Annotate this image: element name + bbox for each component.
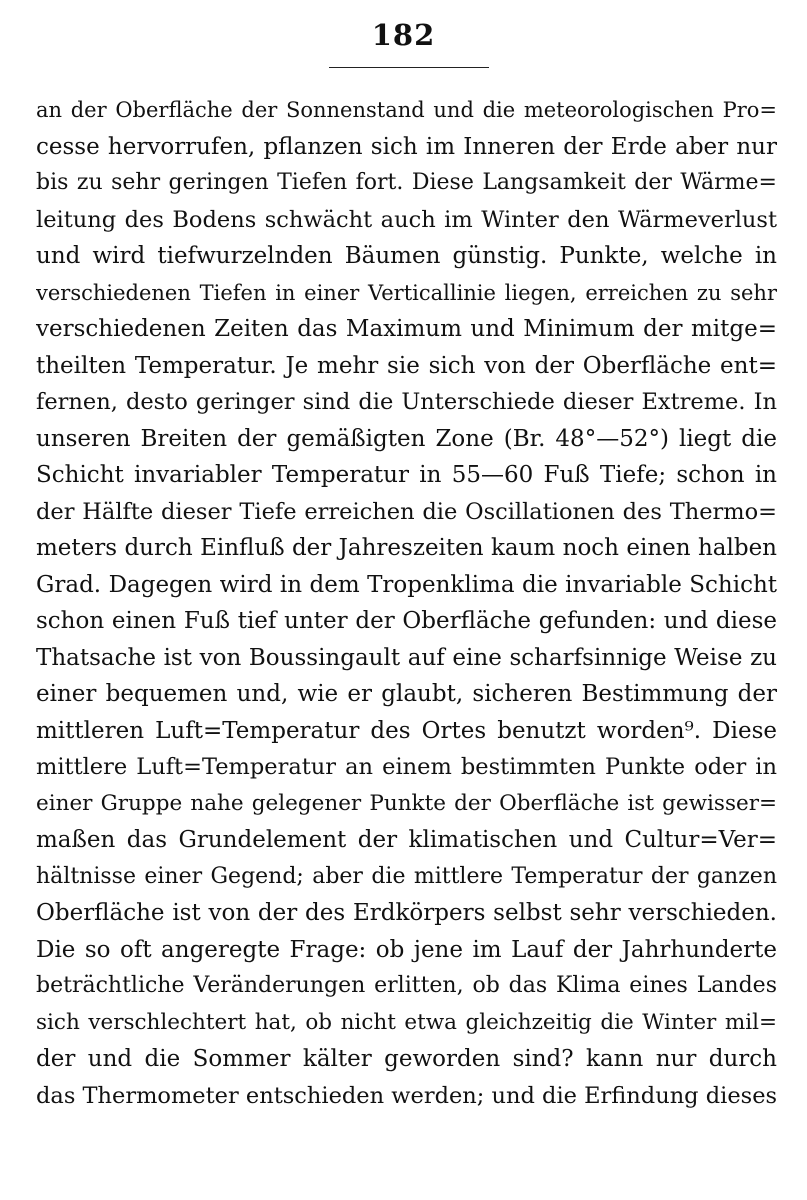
- text-line: Die so oft angeregte Frage: ob jene im Lauf der Jahrhunderte: [36, 936, 777, 963]
- text-line: verschiedenen Zeiten das Maximum und Minimum der mitge=: [36, 316, 777, 342]
- text-line: beträchtliche Veränderungen erlitten, ob das Klima eines Landes: [36, 973, 777, 998]
- text-line: meters durch Einfluß der Jahreszeiten kaum noch einen halben: [36, 535, 777, 561]
- text-line: schon einen Fuß tief unter der Oberfläche gefunden: und diese: [36, 608, 777, 634]
- text-line: maßen das Grundelement der klimatischen und Cultur=Ver=: [36, 827, 777, 853]
- text-line: das Thermometer entschieden werden; und die Erfindung dieses: [36, 1082, 777, 1109]
- text-line: verschiedenen Tiefen in einer Verticallinie liegen, erreichen zu sehr: [36, 280, 777, 305]
- text-line: Schicht invariabler Temperatur in 55—60 Fuß Tiefe; schon in: [36, 462, 777, 488]
- text-line: cesse hervorrufen, pflanzen sich im Inneren der Erde aber nur: [36, 133, 777, 160]
- text-line: bis zu sehr geringen Tiefen fort. Diese Langsamkeit der Wärme=: [36, 170, 777, 195]
- text-line: mittlere Luft=Temperatur an einem bestimmten Punkte oder in: [36, 754, 777, 780]
- text-line: unseren Breiten der gemäßigten Zone (Br. 48°—52°) liegt die: [36, 425, 777, 452]
- text-line: leitung des Bodens schwächt auch im Winter den Wärmeverlust: [36, 206, 777, 233]
- text-line: theilten Temperatur. Je mehr sie sich von der Oberfläche ent=: [36, 352, 777, 379]
- page-number: 182: [371, 18, 436, 52]
- text-line: einer Gruppe nahe gelegener Punkte der Oberfläche ist gewisser=: [36, 790, 777, 816]
- text-line: Oberfläche ist von der des Erdkörpers selbst sehr verschieden.: [36, 900, 777, 926]
- text-line: einer bequemen und, wie er glaubt, sicheren Bestimmung der: [36, 681, 777, 707]
- body-text: [36, 92, 777, 1114]
- text-line: hältnisse einer Gegend; aber die mittlere Temperatur der ganzen: [36, 863, 777, 889]
- text-line: an der Oberfläche der Sonnenstand und die meteorologischen Pro=: [36, 98, 777, 122]
- text-line: sich verschlechtert hat, ob nicht etwa gleichzeitig die Winter mil=: [36, 1009, 777, 1035]
- text-line: fernen, desto geringer sind die Unterschiede dieser Extreme. In: [36, 389, 777, 415]
- text-line: Grad. Dagegen wird in dem Tropenklima die invariable Schicht: [36, 571, 777, 598]
- text-line: der Hälfte dieser Tiefe erreichen die Oscillationen des Thermo=: [36, 498, 777, 525]
- header-rule: [329, 67, 489, 68]
- text-line: der und die Sommer kälter geworden sind? kann nur durch: [36, 1046, 777, 1072]
- text-line: und wird tiefwurzelnden Bäumen günstig. Punkte, welche in: [36, 243, 777, 269]
- text-line: mittleren Luft=Temperatur des Ortes benutzt worden⁹. Diese: [36, 717, 777, 744]
- text-line: Thatsache ist von Boussingault auf eine scharfsinnige Weise zu: [36, 644, 777, 671]
